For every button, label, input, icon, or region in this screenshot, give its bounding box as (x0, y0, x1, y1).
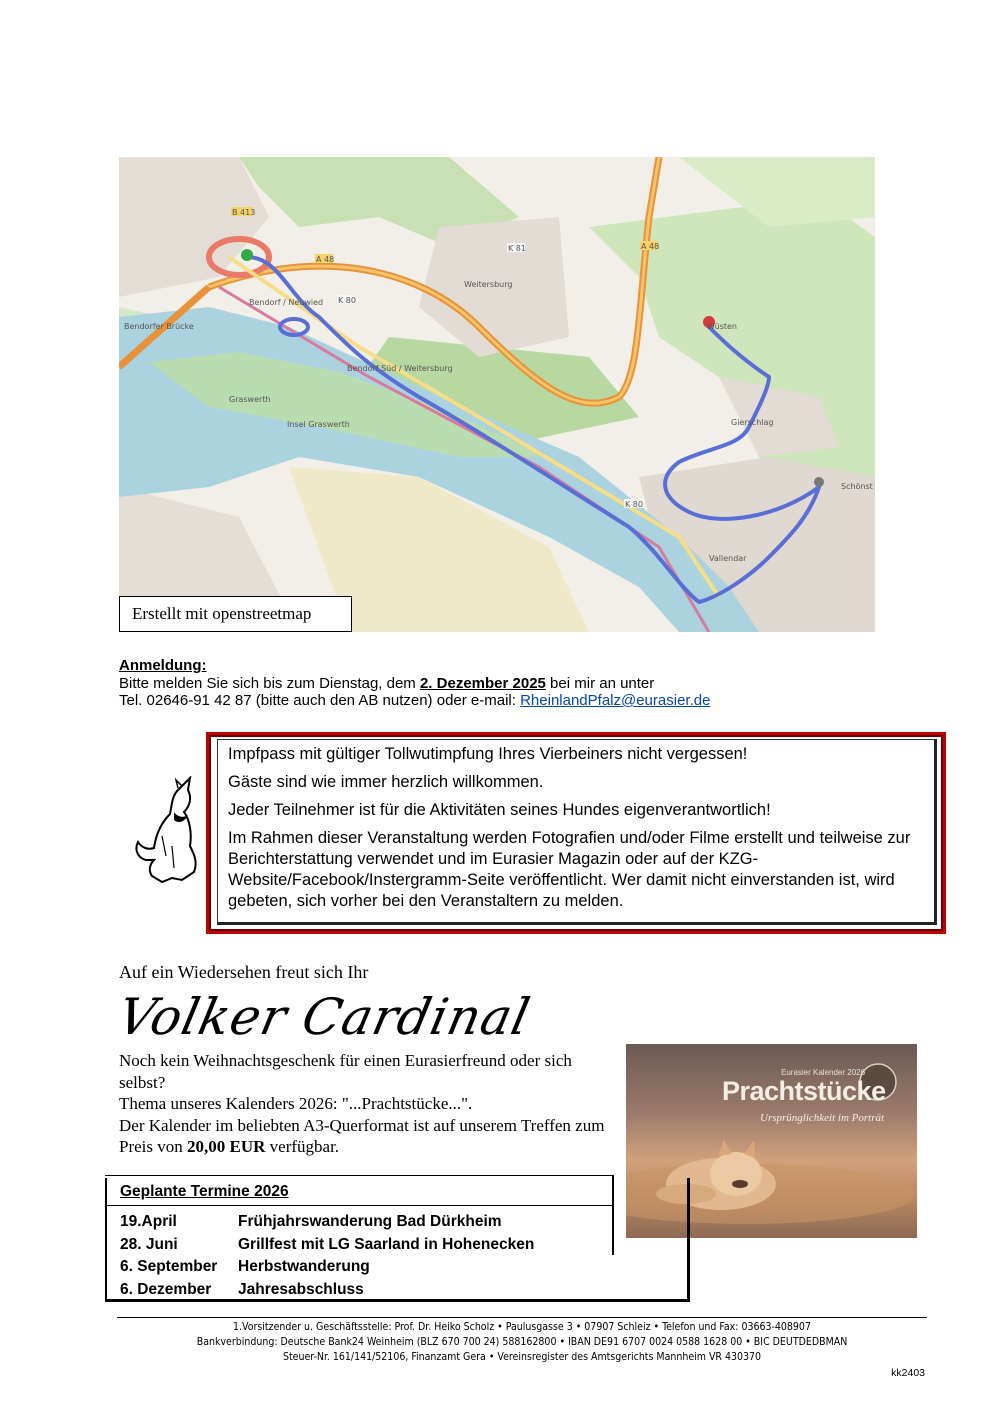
map-label-weitersburg: Weitersburg (464, 280, 513, 289)
notice-box (206, 732, 946, 934)
calendar-text-2: Thema unseres Kalenders 2026: "...Prachtstücke...". (119, 1094, 473, 1113)
calendar-text-3a: Der Kalender im beliebten A3-Querformat ist auf unserem Treffen zum Preis von (119, 1115, 605, 1156)
greeting: Auf ein Wiedersehen freut sich Ihr (119, 962, 369, 982)
event-name: Herbstwanderung (238, 1258, 370, 1275)
map-label-schoenst: Schönst (841, 482, 873, 491)
event-name: Jahresabschluss (238, 1280, 364, 1298)
document-reference: kk2403 (891, 1367, 925, 1379)
route-map (119, 157, 875, 632)
signature: Volker Cardinal (112, 988, 536, 1046)
map-label-vallendar: Vallendar (709, 554, 747, 563)
footer-divider (117, 1317, 927, 1318)
map-label-wuesten: Wüsten (707, 322, 737, 331)
table-row (120, 1234, 534, 1257)
registration-text-end: bei mir an unter (545, 674, 655, 692)
notice-photo-consent: Im Rahmen dieser Veranstaltung werden Fotografien und/oder Filme erstellt und teilweise zur Berichterstattung verwendet und im Eurasier Magazin oder auf der KZG-Website/Facebook/Instergramm-Seite veröffentlicht. Wer damit nicht einverstanden ist, wird gebeten, sich vorher bei den Veranstaltern zu melden. (228, 829, 911, 910)
event-name: Frühjahrswanderung Bad Dürkheim (238, 1213, 502, 1230)
calendar-divider (105, 1175, 612, 1176)
map-label-insel: Insel Graswerth (287, 420, 350, 429)
dates-title: Geplante Termine 2026 (120, 1183, 289, 1200)
registration-deadline: 2. Dezember 2025 (419, 674, 546, 692)
dates-title-divider (107, 1205, 612, 1206)
table-inner-border (612, 1175, 614, 1255)
registration-line1 (119, 675, 710, 693)
calendar-image-caption: Eurasier Kalender 2026 (781, 1068, 866, 1077)
notice-vaccination: Impfpass mit gültiger Tollwutimpfung Ihres Vierbeiners nicht vergessen! (228, 745, 748, 763)
calendar-text-3 (119, 1115, 619, 1158)
event-date: 19.April (120, 1213, 177, 1230)
table-row (120, 1256, 534, 1279)
map-label-k80-2: K 80 (625, 500, 643, 509)
calendar-price: 20,00 EUR (187, 1137, 266, 1156)
map-label-k80: K 80 (338, 296, 356, 305)
registration-line2 (119, 692, 710, 710)
registration-section (119, 657, 710, 710)
footer-register: Steuer-Nr. 161/141/52106, Finanzamt Gera • Vereinsregister des Amtsgerichts Mannheim VR 430370 (282, 1351, 762, 1363)
event-date: 6. Dezember (120, 1280, 212, 1298)
map-graphic (119, 157, 875, 632)
registration-title: Anmeldung: (119, 657, 207, 674)
registration-text: Bitte melden Sie sich bis zum Dienstag, dem (119, 674, 420, 692)
planned-dates-table (105, 1178, 690, 1302)
notice-guests: Gäste sind wie immer herzlich willkommen. (228, 773, 544, 791)
howling-dog-icon (132, 776, 204, 886)
event-name: Grillfest mit LG Saarland in Hohenecken (238, 1235, 535, 1253)
map-label-weitersburg-st: Bendorf Süd / Weitersburg (347, 364, 453, 373)
map-label-b413: B 413 (232, 208, 256, 217)
map-label-bendorf: Bendorf / Neuwied (249, 298, 324, 307)
map-label-bendorfer: Bendorfer Brücke (124, 322, 194, 331)
map-credit: Erstellt mit openstreetmap (119, 596, 352, 632)
registration-phone: Tel. 02646-91 42 87 (bitte auch den AB nutzen) oder e-mail: (119, 692, 521, 709)
calendar-offer (119, 1050, 619, 1158)
email-link[interactable]: RheinlandPfalz@eurasier.de (520, 692, 711, 709)
map-label-gierschlag: Gierschlag (731, 418, 774, 427)
map-label-a48: A 48 (316, 255, 335, 264)
table-right-border (687, 1178, 690, 1299)
event-date: 6. September (120, 1258, 218, 1275)
calendar-image-title: Prachtstücke (722, 1076, 886, 1106)
table-row (120, 1279, 534, 1302)
calendar-text-1: Noch kein Weihnachtsgeschenk für einen Eurasierfreund oder sich selbst? (119, 1051, 572, 1092)
map-label-a48-2: A 48 (641, 242, 660, 251)
map-label-k81: K 81 (508, 244, 526, 253)
footer-bank: Bankverbindung: Deutsche Bank24 Weinheim (BLZ 670 700 24) 588162800 • IBAN DE91 6707 0024 0588 1628 00 • BIC DEUTDEDBMAN (196, 1336, 848, 1348)
map-label-graswerth: Graswerth (229, 395, 271, 404)
footer-address: 1.Vorsitzender u. Geschäftsstelle: Prof. Dr. Heiko Scholz • Paulusgasse 3 • 07907 Schleiz • Telefon und Fax: 03663-408907 (233, 1321, 811, 1333)
event-date: 28. Juni (120, 1235, 178, 1253)
notice-content (217, 739, 937, 925)
dates-list (120, 1211, 534, 1301)
table-row (120, 1211, 534, 1234)
calendar-text-3b: verfügbar. (265, 1137, 340, 1156)
notice-responsibility: Jeder Teilnehmer ist für die Aktivitäten seines Hundes eigenverantwortlich! (228, 801, 771, 819)
calendar-image-subtitle: Ursprünglichkeit im Porträt (760, 1112, 885, 1124)
